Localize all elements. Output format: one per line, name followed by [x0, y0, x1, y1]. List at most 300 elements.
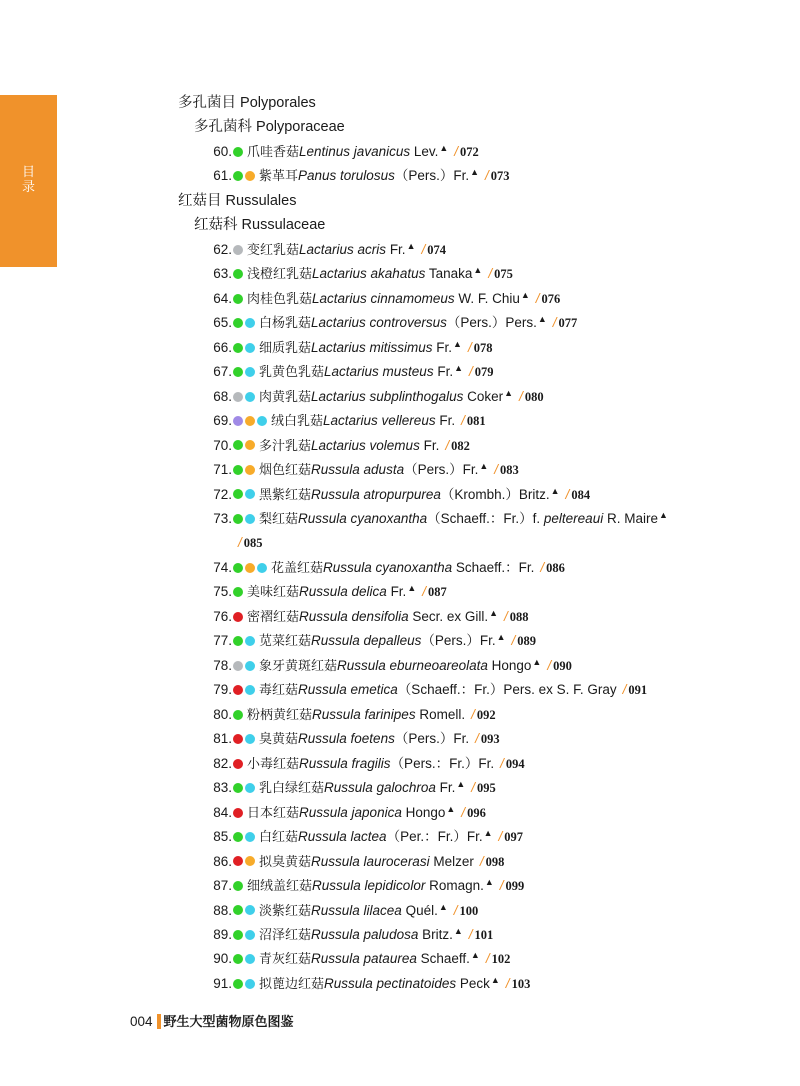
category-dots: [233, 583, 245, 603]
chinese-name: 肉桂色乳菇: [247, 291, 313, 307]
page-number: 096: [467, 805, 486, 820]
page-number: 085: [243, 536, 263, 551]
category-dots: [233, 240, 245, 260]
category-dot-green: [233, 710, 243, 720]
chinese-name: 青灰红菇: [259, 952, 312, 968]
page-number: 088: [509, 609, 529, 624]
latin-name: Lactarius vellereus: [323, 413, 436, 429]
latin-name: Russula pataurea: [311, 951, 417, 967]
page-number: 094: [505, 756, 525, 771]
category-dot-green: [233, 269, 243, 279]
category-dot-blue: [245, 636, 255, 646]
page-number: 082: [451, 438, 470, 453]
page-separator: /: [485, 168, 489, 184]
page-separator: /: [485, 951, 490, 967]
toc-entry: [170, 705, 730, 725]
chinese-name: 多汁乳菇: [259, 438, 312, 454]
category-dots: [233, 167, 257, 187]
category-dots: [233, 730, 257, 750]
category-dots: [233, 436, 257, 456]
category-dot-green: [233, 563, 243, 573]
toc-entry: [170, 289, 730, 309]
triangle-mark: ▲: [550, 485, 560, 496]
section-tab-label: 目录: [22, 165, 36, 195]
page-separator: /: [461, 413, 465, 429]
entry-number: 70.: [213, 437, 232, 453]
chinese-name: 梨红菇: [259, 511, 299, 527]
entry-number: 86.: [213, 853, 232, 869]
page-number: 095: [477, 781, 496, 796]
page-number: 099: [505, 879, 525, 894]
chinese-name: 淡紫红菇: [259, 903, 312, 919]
toc-entry: [170, 680, 730, 700]
triangle-mark: ▲: [406, 240, 416, 251]
triangle-mark: ▲: [496, 632, 506, 643]
entry-number: 66.: [213, 339, 232, 355]
chinese-name: 浅橙红乳菇: [247, 267, 313, 283]
entry-number: 79.: [213, 682, 232, 698]
category-dots: [233, 142, 245, 162]
triangle-mark: ▲: [484, 877, 494, 888]
category-dot-green: [233, 465, 243, 475]
family-heading: 红菇科 Russulaceae: [194, 217, 326, 234]
chinese-name: 毒红菇: [259, 683, 299, 699]
toc-entry: [170, 411, 730, 431]
latin-name: Russula japonica: [299, 804, 402, 820]
category-dots: [233, 314, 257, 334]
category-dot-blue: [245, 318, 255, 328]
entry-number: 72.: [213, 486, 232, 502]
page-separator: /: [453, 902, 458, 918]
entry-number: 67.: [213, 364, 232, 380]
category-dot-green: [233, 147, 243, 157]
latin-name: Lactarius acris: [299, 241, 387, 257]
latin-name: Russula fragilis: [299, 755, 391, 771]
category-dot-blue: [245, 734, 255, 744]
toc-entry: [170, 729, 730, 749]
page-separator: /: [535, 290, 540, 306]
category-dot-blue: [245, 832, 255, 842]
latin-name: Russula lepidicolor: [312, 878, 426, 894]
entry-number: 73.: [213, 510, 232, 526]
entry-number: 85.: [213, 829, 232, 845]
toc-entry: [170, 362, 730, 382]
entry-number: 68.: [213, 388, 232, 404]
footer-divider: [157, 1014, 161, 1029]
category-dots: [233, 656, 257, 676]
category-dot-blue: [257, 563, 267, 573]
chinese-name: 白红菇: [259, 830, 299, 846]
page-number: 087: [428, 585, 447, 600]
category-dot-orange: [245, 440, 255, 450]
page-number: 083: [500, 463, 519, 478]
triangle-mark: ▲: [456, 779, 466, 790]
chinese-name: 变红乳菇: [247, 242, 300, 258]
entry-number: 71.: [213, 462, 232, 478]
entry-number: 80.: [213, 706, 232, 722]
author-name: Quél.: [401, 902, 438, 918]
page-separator: /: [498, 829, 503, 845]
toc-entry: [170, 582, 730, 602]
entry-number: 62.: [213, 241, 232, 257]
page-number: 084: [571, 487, 591, 502]
toc-entry: [170, 754, 730, 774]
page-number: 102: [491, 952, 511, 967]
author-name: Lev.: [410, 143, 439, 159]
page-separator: /: [565, 486, 570, 502]
latin-name: Russula farinipes: [312, 706, 416, 722]
page-separator: /: [519, 388, 523, 404]
entry-number: 65.: [213, 315, 232, 331]
category-dots: [233, 681, 257, 701]
latin-form-name: peltereaui: [540, 510, 604, 526]
latin-name: Lactarius mitissimus: [311, 339, 433, 355]
page-number: 103: [511, 976, 531, 991]
toc-entry: [170, 142, 730, 162]
latin-name: Russula adusta: [311, 462, 405, 478]
page-separator: /: [454, 143, 459, 159]
latin-name: Russula lilacea: [311, 902, 402, 918]
latin-name: Russula foetens: [298, 731, 395, 747]
triangle-mark: ▲: [489, 607, 499, 618]
category-dots: [233, 363, 257, 383]
toc-entry: [170, 509, 730, 529]
entry-number: 77.: [213, 633, 232, 649]
latin-name: Lactarius musteus: [324, 364, 434, 380]
latin-name: Panus torulosus: [298, 168, 395, 184]
toc-entry-continuation: [238, 533, 263, 553]
category-dot-red: [233, 734, 243, 744]
chinese-name: 日本红菇: [247, 805, 300, 821]
chinese-name: 黑紫红菇: [259, 487, 312, 503]
chinese-name: 粉柄黄红菇: [247, 707, 313, 723]
author-name: （Schaeff.：Fr.）f.: [427, 510, 541, 526]
page-separator: /: [422, 584, 426, 600]
category-dot-green: [233, 294, 243, 304]
toc-entry: [170, 607, 730, 627]
toc-entry: [170, 166, 730, 186]
page-separator: /: [471, 780, 476, 796]
category-dot-red: [233, 808, 243, 818]
category-dot-green: [233, 881, 243, 891]
triangle-mark: ▲: [438, 901, 448, 912]
latin-name: Russula eburneoareolata: [337, 657, 488, 673]
page-separator: /: [469, 364, 473, 380]
entry-number: 87.: [213, 878, 232, 894]
triangle-mark: ▲: [532, 656, 542, 667]
category-dots: [233, 852, 257, 872]
author-name: （Pers.）Fr.: [394, 731, 470, 747]
page-number: 101: [474, 927, 494, 942]
entry-number: 60.: [213, 143, 232, 159]
triangle-mark: ▲: [453, 338, 462, 349]
chinese-name: 拟臭黄菇: [259, 854, 312, 870]
category-dots: [233, 460, 257, 480]
category-dots: [233, 705, 245, 725]
category-dots: [233, 974, 257, 994]
category-dot-blue: [245, 930, 255, 940]
category-dot-green: [233, 587, 243, 597]
author-name: Fr.: [433, 364, 454, 380]
chinese-name: 细质乳菇: [259, 340, 312, 356]
page-separator: /: [511, 633, 516, 649]
category-dots: [233, 338, 257, 358]
page-number: 074: [427, 242, 446, 257]
page-number: 097: [504, 830, 524, 845]
category-dot-green: [233, 954, 243, 964]
page-number: 089: [517, 634, 537, 649]
author-name: Romell.: [415, 706, 466, 722]
toc-entry: [170, 852, 730, 872]
chinese-name: 乳白绿红菇: [259, 781, 325, 797]
chinese-name: 小毒红菇: [247, 756, 300, 772]
toc-entry: [170, 901, 730, 921]
triangle-mark: ▲: [490, 974, 500, 985]
entry-number: 89.: [213, 926, 232, 942]
page-number: 075: [494, 267, 513, 282]
page-number: 081: [466, 414, 486, 429]
latin-name: Lactarius subplinthogalus: [311, 388, 464, 404]
author-name: （Pers.）Fr.: [394, 168, 470, 184]
footer-book-title: 野生大型菌物原色图鉴: [163, 1015, 294, 1030]
category-dots: [233, 803, 245, 823]
entry-number: 81.: [213, 731, 232, 747]
category-dot-orange: [245, 856, 255, 866]
page-number: 091: [628, 683, 648, 698]
page-separator: /: [467, 339, 472, 355]
toc-entry: [170, 460, 730, 480]
category-dots: [233, 901, 257, 921]
category-dot-blue: [245, 514, 255, 524]
category-dot-blue: [245, 343, 255, 353]
author-name: （Pers.：Fr.）Fr.: [390, 755, 495, 771]
page-number: 098: [485, 854, 505, 869]
chinese-name: 密褶红菇: [247, 609, 300, 625]
author-name: Fr.: [435, 780, 456, 796]
entry-number: 82.: [213, 755, 232, 771]
page-separator: /: [475, 731, 479, 747]
latin-name: Russula pectinatoides: [324, 975, 457, 991]
author-name: （Pers.）Pers.: [446, 315, 537, 331]
chinese-name: 乳黄色乳菇: [259, 365, 325, 381]
triangle-mark: ▲: [483, 828, 493, 839]
category-dots: [233, 632, 257, 652]
latin-name: Russula depalleus: [311, 633, 422, 649]
latin-name: Russula atropurpurea: [311, 486, 441, 502]
latin-name: Russula delica: [299, 584, 387, 600]
triangle-mark: ▲: [473, 265, 483, 276]
category-dot-blue: [245, 489, 255, 499]
triangle-mark: ▲: [439, 142, 449, 153]
chinese-name: 沼泽红菇: [259, 927, 312, 943]
order-heading: 多孔菌目 Polyporales: [178, 95, 316, 111]
triangle-mark: ▲: [658, 509, 668, 520]
entry-number: 84.: [213, 804, 232, 820]
chinese-name: 细绒盖红菇: [247, 879, 313, 895]
toc-entry: [170, 485, 730, 505]
author-name: Fr.: [386, 241, 406, 257]
category-dot-orange: [245, 563, 255, 573]
chinese-name: 绒白乳菇: [271, 414, 324, 430]
category-dots: [233, 828, 257, 848]
toc-entry: [170, 558, 730, 578]
category-dot-red: [233, 685, 243, 695]
page-separator: /: [445, 437, 450, 453]
author-name: Melzer: [429, 853, 474, 869]
chinese-name: 肉黄乳菇: [259, 389, 312, 405]
author-name: （Per.：Fr.）Fr.: [386, 829, 483, 845]
author-name: （Schaeff.：Fr.）Pers. ex S. F. Gray: [397, 682, 617, 698]
triangle-mark: ▲: [537, 314, 547, 325]
category-dots: [233, 509, 257, 529]
author-name: Romagn.: [425, 878, 484, 894]
page-separator: /: [238, 535, 242, 551]
latin-name: Russula cyanoxantha: [323, 559, 453, 575]
category-dot-orange: [245, 416, 255, 426]
chinese-name: 烟色红菇: [259, 463, 312, 479]
toc-entry: [170, 827, 730, 847]
category-dot-green: [233, 489, 243, 499]
toc-entry: [170, 803, 730, 823]
category-dot-green: [233, 979, 243, 989]
category-dot-green: [233, 783, 243, 793]
category-dots: [233, 925, 257, 945]
category-dot-green: [233, 367, 243, 377]
latin-name: Russula galochroa: [324, 780, 436, 796]
triangle-mark: ▲: [446, 803, 456, 814]
category-dots: [233, 265, 245, 285]
page-separator: /: [488, 266, 493, 282]
triangle-mark: ▲: [479, 461, 489, 472]
author-name: Schaeff.：Fr.: [452, 559, 535, 575]
page-separator: /: [479, 853, 484, 869]
entry-number: 91.: [213, 975, 232, 991]
page-number: 077: [558, 316, 578, 331]
page-number: 100: [459, 903, 479, 918]
page-separator: /: [622, 682, 627, 698]
chinese-name: 苋菜红菇: [259, 634, 312, 650]
toc-entry: [170, 925, 730, 945]
triangle-mark: ▲: [454, 363, 463, 374]
category-dots: [233, 754, 245, 774]
category-dot-red: [233, 612, 243, 622]
toc-entry: [170, 949, 730, 969]
category-dot-blue: [245, 979, 255, 989]
latin-name: Russula laurocerasi: [311, 853, 430, 869]
category-dots: [233, 289, 245, 309]
triangle-mark: ▲: [407, 583, 417, 594]
footer-page-number: 004: [130, 1014, 153, 1029]
chinese-name: 拟蓖边红菇: [259, 976, 325, 992]
category-dot-green: [233, 905, 243, 915]
page-number: 079: [474, 365, 494, 380]
toc-entry: [170, 387, 730, 407]
page-separator: /: [505, 975, 510, 991]
toc-entry: [170, 656, 730, 676]
entry-number: 83.: [213, 780, 232, 796]
category-dot-blue: [245, 783, 255, 793]
category-dots: [233, 412, 269, 432]
author-name: （Pers.）Fr.: [421, 633, 496, 649]
author-name: W. F. Chiu: [454, 290, 520, 306]
author-name: Fr.: [419, 437, 440, 453]
latin-name: Lactarius volemus: [311, 437, 420, 453]
entry-number: 64.: [213, 290, 232, 306]
page-separator: /: [552, 315, 557, 331]
toc-entry: [170, 264, 730, 284]
entry-number: 63.: [213, 266, 232, 282]
page-number: 072: [460, 144, 479, 159]
triangle-mark: ▲: [520, 289, 530, 300]
family-heading: 多孔菌科 Polyporaceae: [194, 119, 345, 136]
author-name: Britz.: [418, 926, 453, 942]
page-separator: /: [421, 241, 426, 257]
entry-number: 69.: [213, 413, 232, 429]
latin-name: Lactarius controversus: [311, 315, 447, 331]
category-dot-red: [233, 759, 243, 769]
toc-entry: [170, 313, 730, 333]
page-number: 073: [490, 169, 510, 184]
toc-entry: [170, 778, 730, 798]
latin-name: Lentinus javanicus: [299, 143, 411, 159]
chinese-name: 花盖红菇: [271, 560, 324, 576]
toc-entry: [170, 338, 730, 358]
page-separator: /: [504, 608, 508, 624]
author-name: （Pers.）Fr.: [404, 462, 479, 478]
category-dots: [233, 950, 257, 970]
page-number: 090: [553, 658, 572, 673]
entry-number: 61.: [213, 168, 232, 184]
latin-name: Russula emetica: [298, 682, 398, 698]
latin-name: Lactarius akahatus: [312, 266, 426, 282]
category-dot-green: [233, 171, 243, 181]
entry-number: 75.: [213, 584, 232, 600]
author-name: R. Maire: [603, 510, 658, 526]
triangle-mark: ▲: [470, 950, 480, 961]
category-dots: [233, 876, 245, 896]
entry-number: 74.: [213, 559, 232, 575]
entry-number: 88.: [213, 902, 232, 918]
category-dot-blue: [245, 661, 255, 671]
author-name: Fr.: [386, 584, 407, 600]
toc-entry: [170, 240, 730, 260]
author-name: Schaeff.: [416, 951, 470, 967]
page-separator: /: [494, 462, 499, 478]
category-dot-green: [233, 343, 243, 353]
category-dots: [233, 607, 245, 627]
category-dot-blue: [245, 392, 255, 402]
author-name: Tanaka: [425, 266, 473, 282]
category-dot-green: [233, 636, 243, 646]
author-name: Hongo: [487, 657, 532, 673]
page-number: 078: [473, 340, 493, 355]
category-dot-red: [233, 856, 243, 866]
page-number: 092: [476, 707, 496, 722]
category-dot-blue: [257, 416, 267, 426]
chinese-name: 象牙黄斑红菇: [259, 658, 338, 674]
chinese-name: 紫革耳: [259, 169, 299, 185]
category-dot-green: [233, 832, 243, 842]
category-dot-green: [233, 514, 243, 524]
page-separator: /: [471, 706, 475, 722]
latin-name: Lactarius cinnamomeus: [312, 290, 455, 306]
category-dot-blue: [245, 685, 255, 695]
chinese-name: 白杨乳菇: [259, 316, 312, 332]
page-footer: [130, 1012, 294, 1032]
triangle-mark: ▲: [453, 925, 463, 936]
triangle-mark: ▲: [470, 167, 480, 178]
category-dot-orange: [245, 171, 255, 181]
